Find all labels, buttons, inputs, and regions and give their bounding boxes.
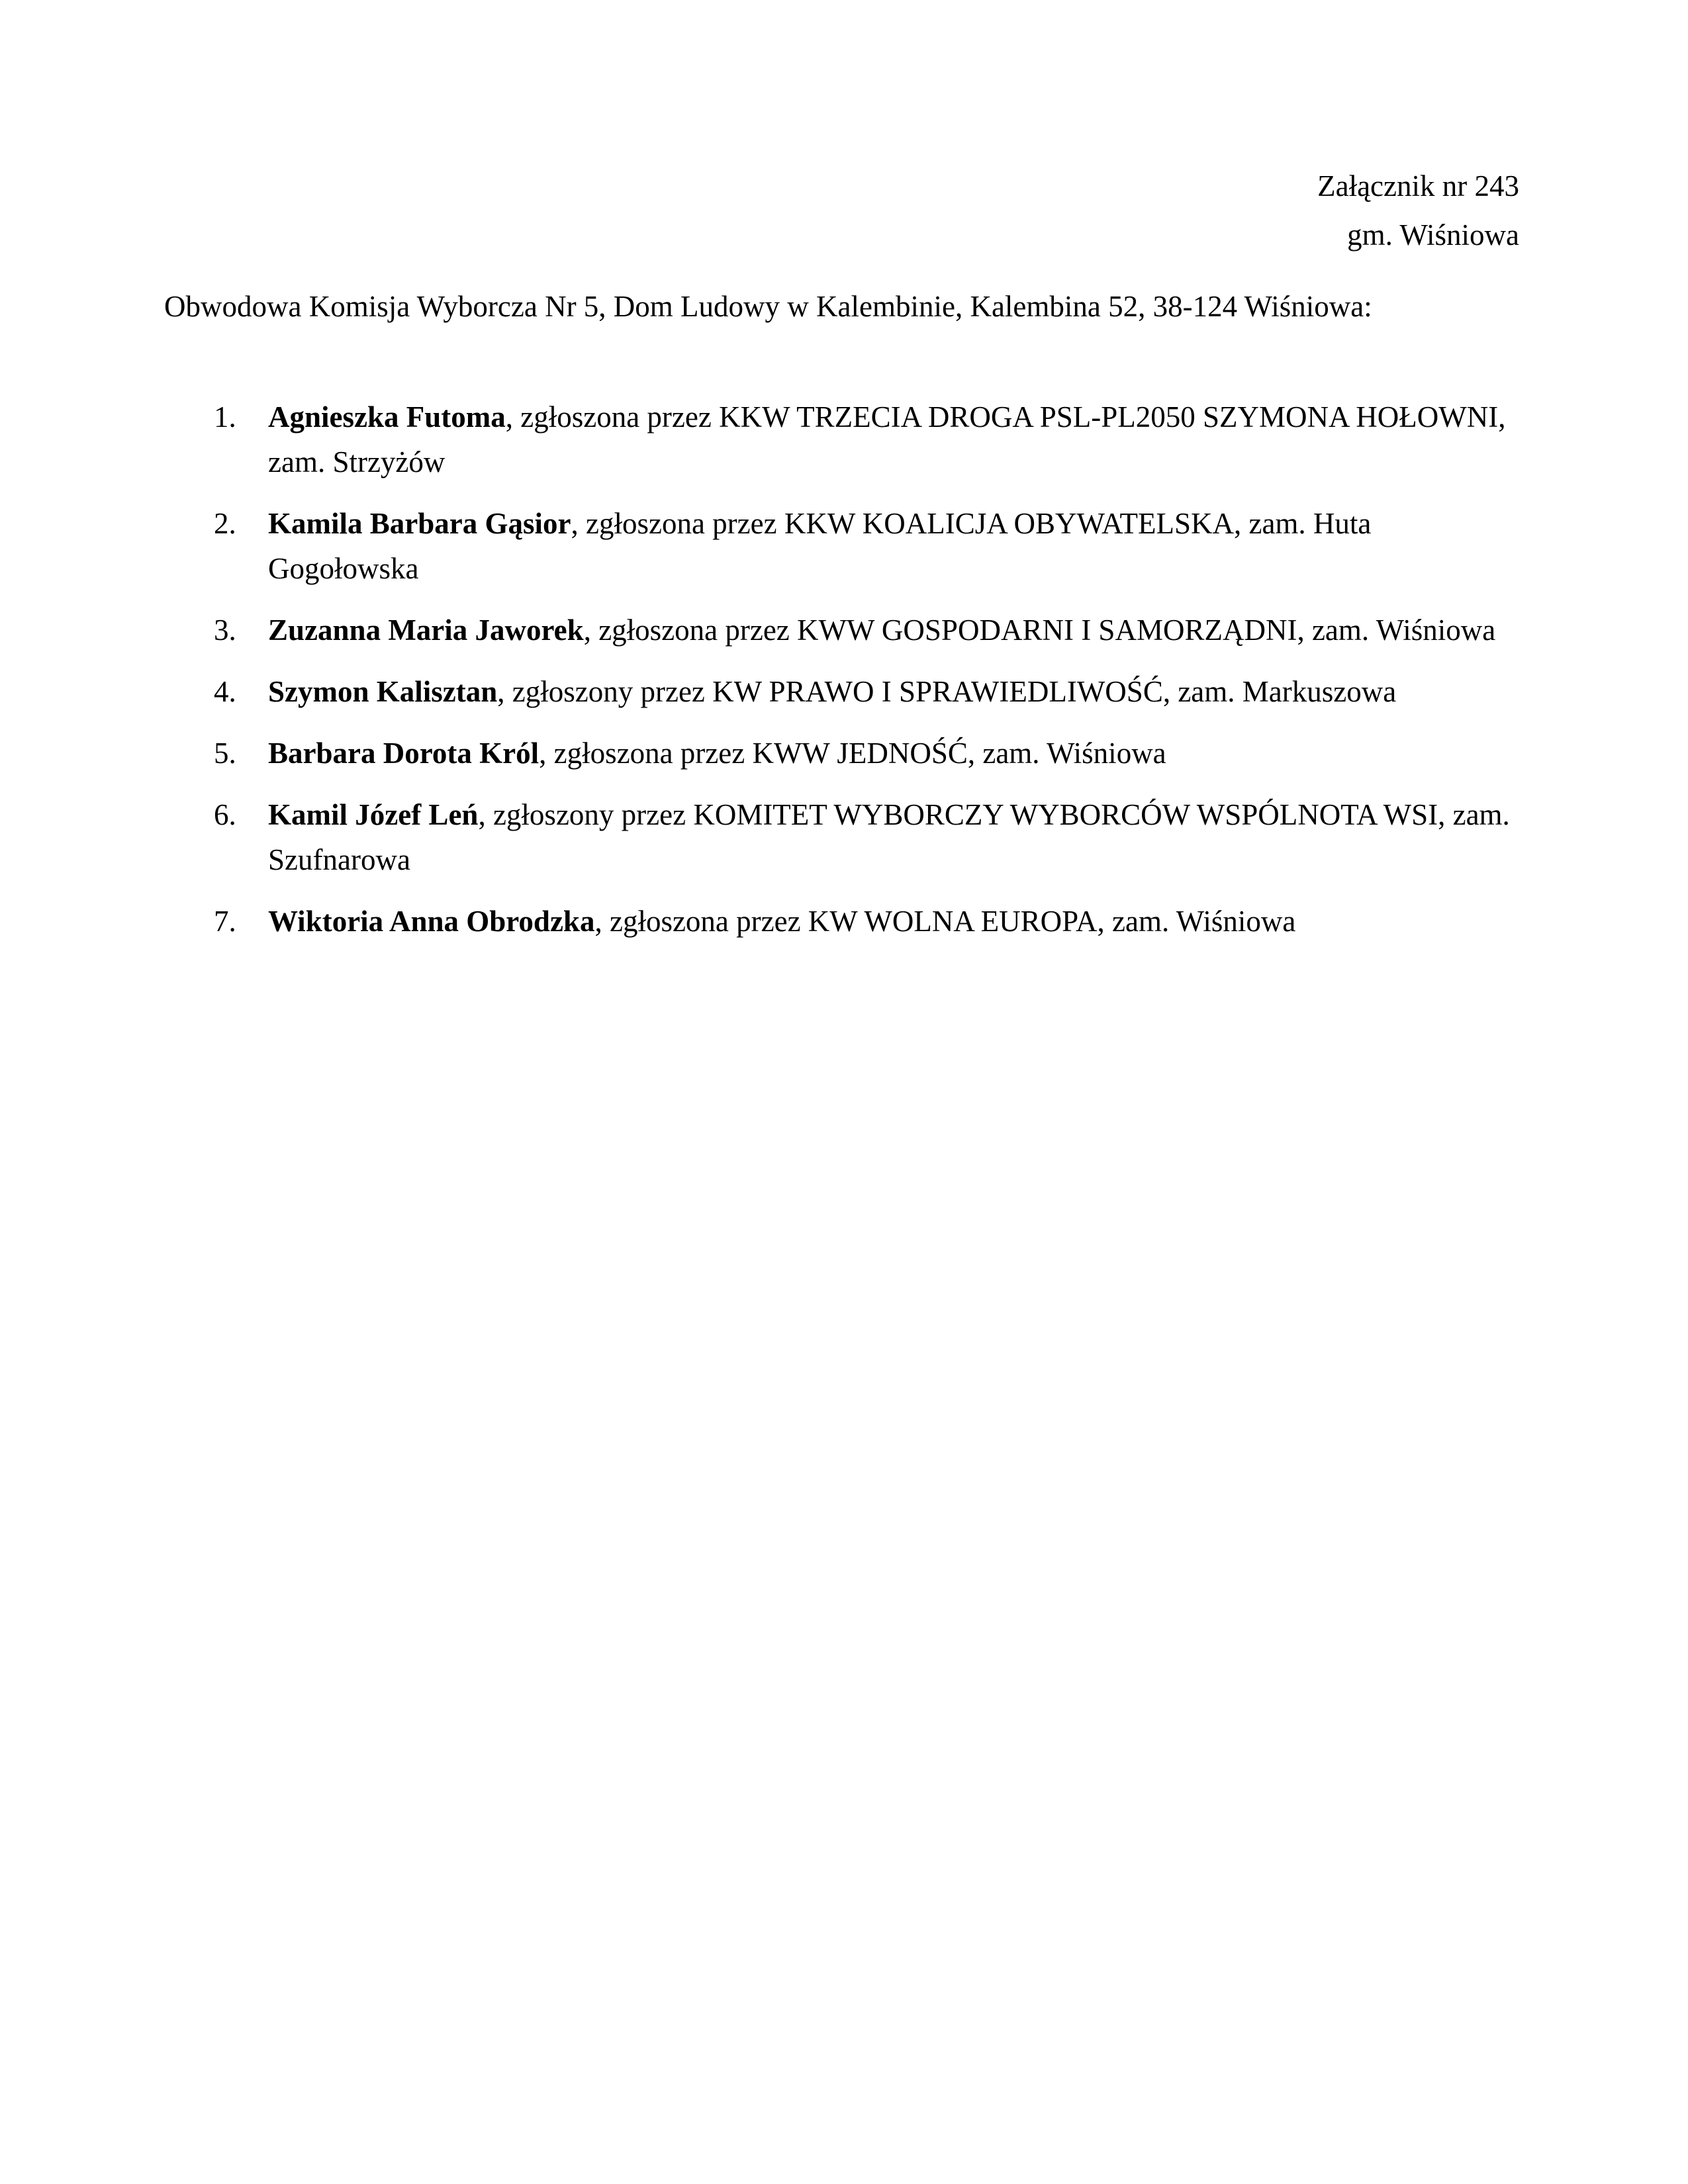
member-name: Wiktoria Anna Obrodzka <box>268 905 595 938</box>
member-name: Agnieszka Futoma <box>268 400 506 433</box>
list-item <box>0 669 1513 714</box>
commission-title: Obwodowa Komisja Wyborcza Nr 5, Dom Ludowy w Kalembinie, Kalembina 52, 38-124 Wiśniowa: <box>164 290 1372 323</box>
list-item <box>0 792 1513 882</box>
member-details: , zgłoszona przez KWW GOSPODARNI I SAMORZĄDNI, zam. Wiśniowa <box>583 614 1496 647</box>
member-name: Zuzanna Maria Jaworek <box>268 614 584 647</box>
member-name: Kamila Barbara Gąsior <box>268 507 571 540</box>
list-item <box>0 608 1513 653</box>
member-name: Szymon Kalisztan <box>268 675 498 708</box>
member-name: Kamil Józef Leń <box>268 798 479 831</box>
member-details: , zgłoszona przez KKW KOALICJA OBYWATELSKA, zam. Huta Gogołowska <box>268 507 1372 585</box>
member-details: , zgłoszona przez KWW JEDNOŚĆ, zam. Wiśniowa <box>539 737 1166 770</box>
members-list <box>0 394 1688 960</box>
member-number: 4. <box>214 675 236 708</box>
document-header <box>1317 161 1519 259</box>
member-details: , zgłoszony przez KW PRAWO I SPRAWIEDLIWOŚĆ, zam. Markuszowa <box>497 675 1397 708</box>
member-number: 7. <box>214 905 236 938</box>
member-number: 1. <box>214 400 236 433</box>
member-number: 2. <box>214 507 236 540</box>
municipality-name: gm. Wiśniowa <box>1347 218 1519 251</box>
member-details: , zgłoszony przez KOMITET WYBORCZY WYBORCÓW WSPÓLNOTA WSI, zam. Szufnarowa <box>268 798 1510 876</box>
list-item <box>0 899 1513 944</box>
attachment-number: Załącznik nr 243 <box>1317 169 1519 203</box>
list-item <box>0 501 1513 591</box>
member-details: , zgłoszona przez KW WOLNA EUROPA, zam. Wiśniowa <box>594 905 1296 938</box>
member-details: , zgłoszona przez KKW TRZECIA DROGA PSL-PL2050 SZYMONA HOŁOWNI, zam. Strzyżów <box>268 400 1506 478</box>
list-item <box>0 731 1513 776</box>
member-number: 6. <box>214 798 236 831</box>
member-number: 5. <box>214 737 236 770</box>
member-number: 3. <box>214 614 236 647</box>
list-item <box>0 394 1513 484</box>
member-name: Barbara Dorota Król <box>268 737 539 770</box>
